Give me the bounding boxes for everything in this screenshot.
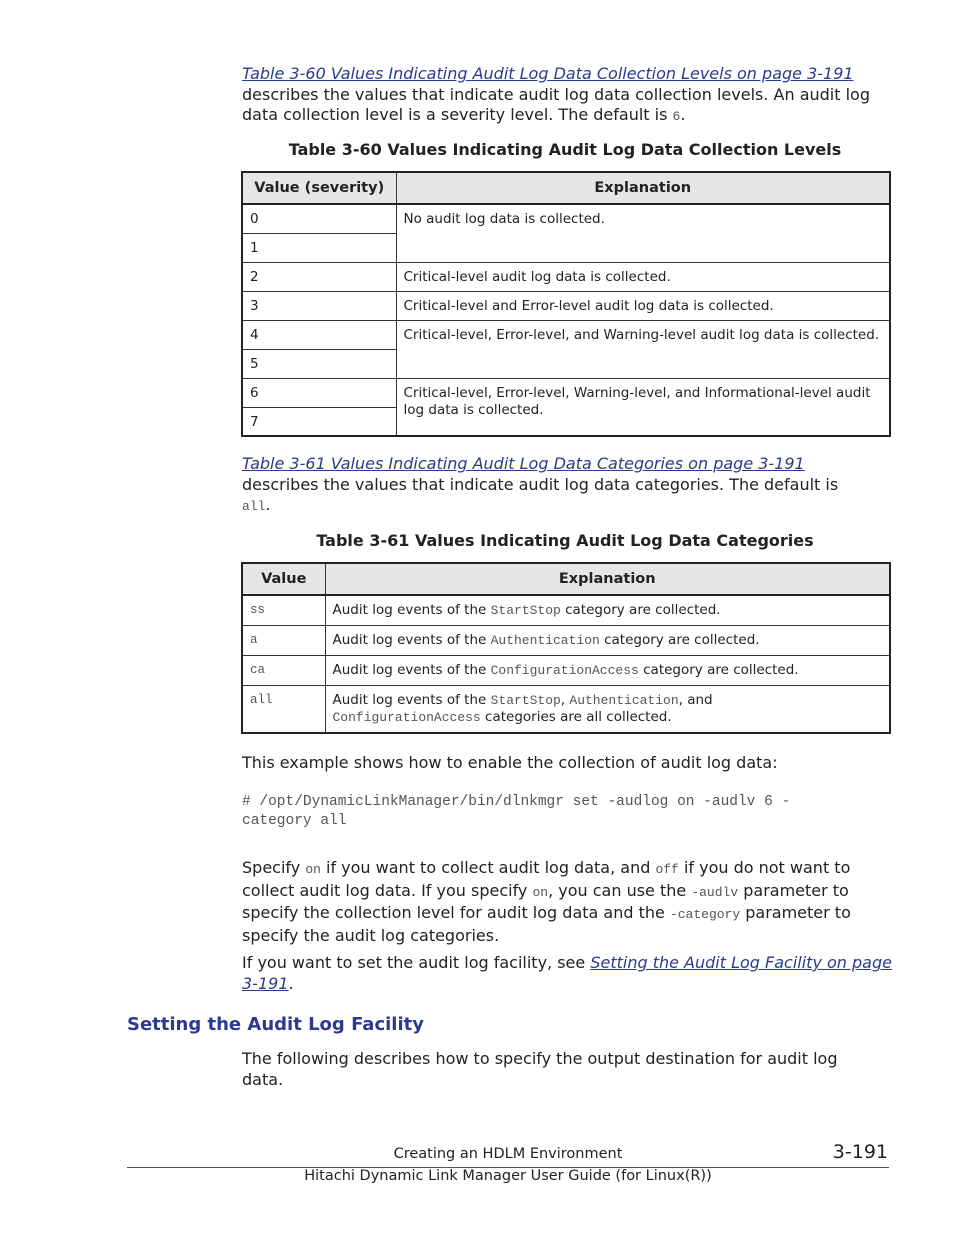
default-category-code: all — [242, 499, 266, 514]
explanation-text: category are collected. — [599, 631, 760, 648]
table-row-value: a — [242, 625, 325, 655]
section-heading: Setting the Audit Log Facility — [127, 1014, 424, 1035]
table-row-explanation — [325, 625, 890, 655]
specify-paragraph — [242, 858, 894, 946]
command-line-2: category all — [242, 813, 347, 829]
table-60-reference-link[interactable]: Table 3-60 Values Indicating Audit Log Data Collection Levels on page 3-191 — [242, 64, 854, 83]
command-line-1: # /opt/DynamicLinkManager/bin/dlnkmgr set -audlog on -audlv 6 - — [242, 794, 791, 810]
section-paragraph: The following describes how to specify the output destination for audit log data. — [242, 1049, 838, 1089]
table-60-header-explanation: Explanation — [396, 172, 890, 204]
table-row-explanation: Critical-level and Error-level audit log data is collected. — [396, 291, 890, 320]
table-row-value: 6 — [242, 378, 396, 407]
setting-audit-log-facility-link[interactable]: Setting the Audit Log Facility on page 3-191 — [242, 953, 892, 993]
table-60-caption: Table 3-60 Values Indicating Audit Log Data Collection Levels — [288, 140, 842, 159]
table-61-reference-link[interactable]: Table 3-61 Values Indicating Audit Log Data Categories on page 3-191 — [242, 454, 805, 473]
paragraph-text: Specify — [242, 858, 306, 877]
explanation-text: Audit log events of the — [332, 631, 491, 648]
intro-paragraph-2 — [242, 454, 894, 518]
table-row-value: 0 — [242, 204, 396, 233]
facility-reference-paragraph — [242, 953, 894, 994]
paragraph-text: parameter to specify the audit log categories. — [242, 903, 851, 945]
paragraph-end: . — [288, 973, 294, 993]
default-level-code: 6 — [672, 109, 681, 124]
intro-2-end: . — [265, 495, 271, 514]
table-row-value: 4 — [242, 320, 396, 349]
category-parameter-code: -category — [669, 907, 741, 922]
table-row-explanation — [325, 685, 890, 733]
table-61-header-explanation: Explanation — [325, 563, 890, 595]
table-60-header-value: Value (severity) — [242, 172, 396, 204]
command-example — [242, 793, 894, 831]
explanation-text: Audit log events of the — [332, 691, 491, 708]
explanation-text: Audit log events of the — [332, 602, 491, 618]
off-code: off — [655, 862, 679, 877]
footer-chapter: Creating an HDLM Environment — [393, 1146, 623, 1162]
intro-paragraph-1 — [242, 64, 894, 128]
table-61-header-value: Value — [242, 563, 325, 595]
footer-guide-title: Hitachi Dynamic Link Manager User Guide (for Linux(R)) — [304, 1168, 712, 1184]
separator-text: , and — [678, 691, 713, 708]
explanation-text: Audit log events of the — [332, 661, 491, 678]
audlv-parameter-code: -audlv — [691, 884, 739, 900]
table-row-value: 3 — [242, 291, 396, 320]
paragraph-text: if you do not want to collect audit log data. If you specify — [242, 858, 851, 900]
paragraph-text: parameter to specify the collection level for audit log data and the — [242, 880, 849, 922]
table-row-explanation — [325, 655, 890, 685]
separator-text: , — [560, 691, 570, 708]
page-number: 3-191 — [832, 1141, 888, 1163]
table-60 — [241, 171, 891, 437]
category-code: Authentication — [569, 692, 679, 708]
table-row-value: ca — [242, 655, 325, 685]
explanation-text: category are collected. — [638, 661, 799, 678]
table-61 — [241, 562, 891, 734]
example-intro: This example shows how to enable the collection of audit log data: — [242, 753, 778, 772]
table-row-value: all — [242, 685, 325, 733]
intro-1-text: describes the values that indicate audit log data collection levels. An audit log data collection level is a severity level. The default is — [242, 84, 870, 124]
category-code: Authentication — [490, 632, 600, 648]
paragraph-text: If you want to set the audit log facility, see — [242, 953, 591, 972]
category-code: ConfigurationAccess — [332, 709, 481, 725]
paragraph-text: if you want to collect audit log data, and — [320, 858, 656, 877]
table-row-value: ss — [242, 595, 325, 625]
intro-1-end: . — [680, 105, 686, 124]
table-row-value: 1 — [242, 233, 396, 262]
table-row-value: 2 — [242, 262, 396, 291]
category-code: ConfigurationAccess — [490, 662, 639, 678]
explanation-text: category are collected. — [560, 602, 721, 618]
table-row-value: 5 — [242, 349, 396, 378]
on-code: on — [532, 884, 549, 900]
table-row-value: 7 — [242, 407, 396, 436]
on-code: on — [305, 862, 321, 877]
table-row-explanation: Critical-level, Error-level, Warning-level, and Informational-level audit log data is collected. — [396, 378, 890, 436]
category-code: StartStop — [490, 603, 561, 618]
table-row-explanation — [325, 595, 890, 625]
paragraph-text: , you can use the — [548, 880, 692, 900]
table-61-caption: Table 3-61 Values Indicating Audit Log Data Categories — [316, 531, 814, 550]
table-row-explanation: Critical-level, Error-level, and Warning-level audit log data is collected. — [396, 320, 890, 378]
table-row-explanation: Critical-level audit log data is collected. — [396, 262, 890, 291]
explanation-text: categories are all collected. — [480, 708, 672, 725]
category-code: StartStop — [490, 692, 561, 708]
intro-2-text: describes the values that indicate audit log data categories. The default is — [242, 474, 839, 494]
table-row-explanation: No audit log data is collected. — [396, 204, 890, 262]
